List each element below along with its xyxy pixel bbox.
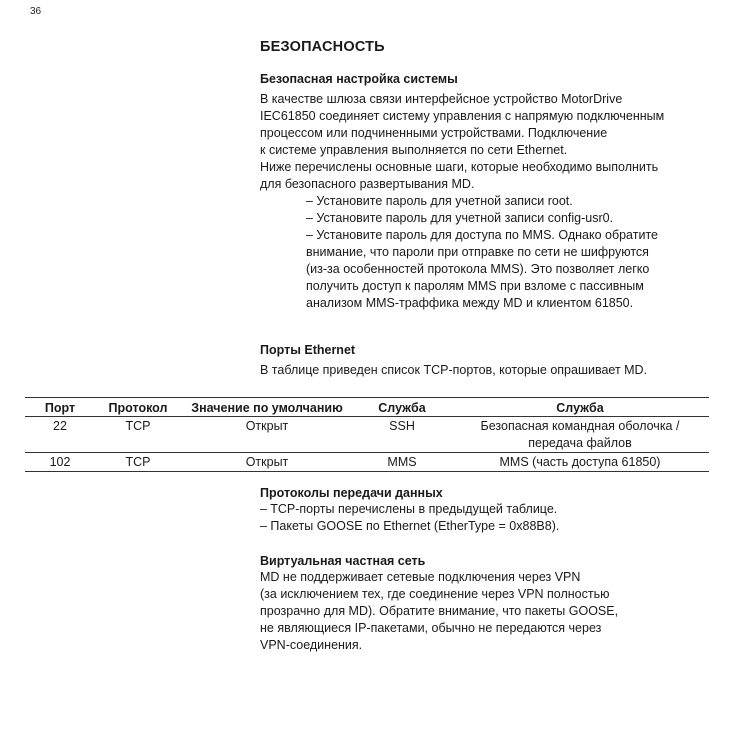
cell-port: 102 xyxy=(25,453,95,472)
header-protocol: Протокол xyxy=(95,398,181,417)
text-line: Ниже перечислены основные шаги, которые необходимо выполнить xyxy=(260,160,659,174)
header-service: Служба xyxy=(353,398,451,417)
page-title: БЕЗОПАСНОСТЬ xyxy=(260,39,385,55)
step-line: анализом MMS-траффика между MD и клиентом 61850. xyxy=(306,296,634,310)
cell-protocol: TCP xyxy=(125,419,151,433)
text-line: IEC61850 соединяет систему управления с напрямую подключенным xyxy=(260,109,665,123)
text-line: В качестве шлюза связи интерфейсное устройство MotorDrive xyxy=(260,92,623,106)
header-description: Служба xyxy=(451,398,709,417)
cell-description xyxy=(451,417,709,453)
vpn-section xyxy=(260,554,720,654)
text-line: процессом или подчиненными устройствами. Подключение xyxy=(260,126,608,140)
step-line: – Установите пароль для учетной записи config-usr0. xyxy=(306,211,614,225)
step-line: – Установите пароль для учетной записи root. xyxy=(306,194,573,208)
header-port: Порт xyxy=(25,398,95,417)
secure-setup-section xyxy=(260,72,720,312)
table-row xyxy=(25,453,709,472)
secure-setup-heading: Безопасная настройка системы xyxy=(260,72,458,86)
tcp-ports-table xyxy=(25,397,709,472)
vpn-heading: Виртуальная частная сеть xyxy=(260,554,426,568)
text-line: к системе управления выполняется по сети Ethernet. xyxy=(260,143,568,157)
cell-port: 22 xyxy=(53,419,67,433)
cell-protocol: TCP xyxy=(95,453,181,472)
header-default: Значение по умолчанию xyxy=(181,398,353,417)
list-item: – TCP-порты перечислены в предыдущей таблице. xyxy=(260,502,558,516)
table-header-row xyxy=(25,398,709,417)
page-number: 36 xyxy=(30,6,42,17)
step-line: получить доступ к паролям MMS при взломе с пассивным xyxy=(306,279,644,293)
cell-service: SSH xyxy=(389,419,415,433)
cell-description-line: передача файлов xyxy=(528,436,632,450)
vpn-text xyxy=(260,569,720,654)
ethernet-ports-intro: В таблице приведен список TCP-портов, которые опрашивает MD. xyxy=(260,363,648,377)
cell-description-line: Безопасная командная оболочка / xyxy=(480,419,680,433)
protocols-heading: Протоколы передачи данных xyxy=(260,486,443,500)
protocols-list xyxy=(260,501,720,535)
cell-default: Открыт xyxy=(245,419,289,433)
cell-description xyxy=(451,453,709,472)
secure-setup-para1 xyxy=(260,91,720,193)
step-line: (из-за особенностей протокола MMS). Это позволяет легко xyxy=(306,262,650,276)
cell-service: MMS xyxy=(353,453,451,472)
text-line: прозрачно для MD). Обратите внимание, что пакеты GOOSE, xyxy=(260,604,619,618)
text-line: для безопасного развертывания MD. xyxy=(260,177,475,191)
ethernet-ports-section xyxy=(260,343,720,379)
step-line: внимание, что пароли при отправке по сети не шифруются xyxy=(306,245,649,259)
text-line: не являющиеся IP-пакетами, обычно не передаются через xyxy=(260,621,602,635)
page-title-block xyxy=(260,39,720,55)
secure-setup-steps xyxy=(260,193,720,312)
text-line: (за исключением тех, где соединение через VPN полностью xyxy=(260,587,610,601)
protocols-section xyxy=(260,486,720,535)
text-line: MD не поддерживает сетевые подключения через VPN xyxy=(260,570,581,584)
list-item: – Пакеты GOOSE по Ethernet (EtherType = 0x88B8). xyxy=(260,519,560,533)
step-line: – Установите пароль для доступа по MMS. Однако обратите xyxy=(306,228,658,242)
text-line: VPN-соединения. xyxy=(260,638,363,652)
table-row xyxy=(25,417,709,453)
cell-default: Открыт xyxy=(181,453,353,472)
cell-description-line: MMS (часть доступа 61850) xyxy=(499,455,661,469)
ethernet-ports-heading: Порты Ethernet xyxy=(260,343,356,357)
